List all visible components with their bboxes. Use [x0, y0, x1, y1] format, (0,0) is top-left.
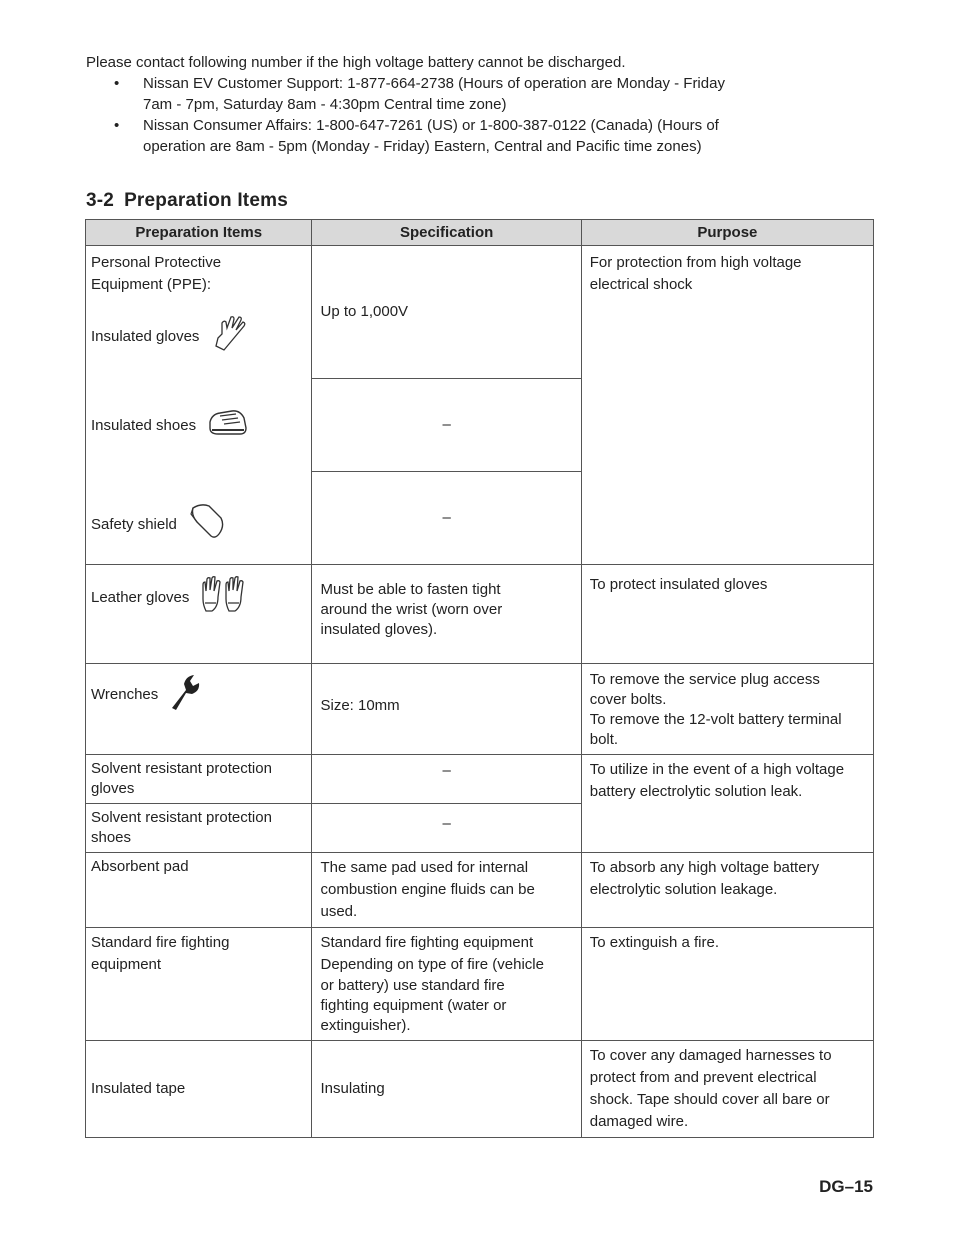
shoes-spec-cell: – — [312, 379, 581, 472]
insulated-glove-icon — [210, 316, 250, 358]
table-row — [86, 246, 874, 379]
contact-item: • Nissan EV Customer Support: 1-877-664-2738 (Hours of operation are Monday - Friday 7am - 7pm, Saturday 8am - 4:30pm Central time zone) — [86, 73, 886, 115]
wrenches-spec-cell: Size: 10mm — [312, 664, 581, 755]
leather-gloves-icon — [200, 575, 246, 621]
safety-shield-icon — [187, 502, 227, 548]
solvent-gloves-cell: Solvent resistant protection gloves — [86, 755, 312, 804]
header-specification: Specification — [312, 220, 581, 246]
intro-text: Please contact following number if the high voltage battery cannot be discharged. — [86, 54, 626, 71]
table-row — [86, 1041, 874, 1138]
solvent-gloves-spec-cell: – — [312, 755, 581, 804]
insulated-shoe-icon — [206, 408, 250, 444]
table-row — [86, 853, 874, 928]
solvent-shoes-cell: Solvent resistant protection shoes — [86, 804, 312, 853]
page-number: DG–15 — [819, 1177, 873, 1196]
section-number: 3-2 — [86, 190, 115, 211]
table-row — [86, 664, 874, 755]
wrenches-cell: Wrenches — [86, 664, 312, 755]
solvent-purpose-cell: To utilize in the event of a high voltage battery electrolytic solution leak. — [581, 755, 873, 853]
insulated-gloves-item: Insulated gloves — [91, 316, 250, 358]
ppe-item-cell: Personal Protective Equipment (PPE): Insulated gloves Insulated shoes Safety shield — [86, 246, 312, 565]
wrench-icon — [168, 672, 208, 718]
leather-gloves-cell: Leather gloves — [86, 565, 312, 664]
header-purpose: Purpose — [581, 220, 873, 246]
contact-list — [86, 73, 886, 157]
wrenches-purpose-cell: To remove the service plug access cover bolts. To remove the 12-volt battery terminal bolt. — [581, 664, 873, 755]
header-preparation-items: Preparation Items — [86, 220, 312, 246]
leather-gloves-spec-cell: Must be able to fasten tight around the wrist (worn over insulated gloves). — [312, 565, 581, 664]
insulated-tape-purpose-cell: To cover any damaged harnesses to protect from and prevent electrical shock. Tape should cover all bare or damaged wire. — [581, 1041, 873, 1138]
solvent-shoes-spec-cell: – — [312, 804, 581, 853]
fire-equipment-spec-cell: Standard fire fighting equipment Depending on type of fire (vehicle or battery) use standard fire fighting equipment (water or extinguisher). — [312, 928, 581, 1041]
table-row — [86, 565, 874, 664]
insulated-tape-spec-cell: Insulating — [312, 1041, 581, 1138]
fire-equipment-purpose-cell: To extinguish a fire. — [581, 928, 873, 1041]
insulated-shoes-item: Insulated shoes — [91, 408, 250, 444]
gloves-spec-cell: Up to 1,000V — [312, 246, 581, 379]
preparation-items-table — [85, 219, 874, 1138]
shield-spec-cell: – — [312, 472, 581, 565]
absorbent-pad-purpose-cell: To absorb any high voltage battery electrolytic solution leakage. — [581, 853, 873, 928]
leather-gloves-purpose-cell: To protect insulated gloves — [581, 565, 873, 664]
absorbent-pad-spec-cell: The same pad used for internal combustion engine fluids can be used. — [312, 853, 581, 928]
safety-shield-item: Safety shield — [91, 502, 227, 548]
insulated-tape-cell: Insulated tape — [86, 1041, 312, 1138]
table-row — [86, 755, 874, 804]
absorbent-pad-cell: Absorbent pad — [86, 853, 312, 928]
table-header-row — [86, 220, 874, 246]
section-title — [86, 190, 288, 212]
contact-item: • Nissan Consumer Affairs: 1-800-647-7261 (US) or 1-800-387-0122 (Canada) (Hours of operation are 8am - 5pm (Monday - Friday) Eastern, Central and Pacific time zones) — [86, 115, 886, 157]
ppe-purpose-cell: For protection from high voltage electrical shock — [581, 246, 873, 565]
table-row — [86, 928, 874, 1041]
section-heading: Preparation Items — [124, 190, 288, 211]
fire-equipment-cell: Standard fire fighting equipment — [86, 928, 312, 1041]
intro-block — [86, 52, 886, 157]
